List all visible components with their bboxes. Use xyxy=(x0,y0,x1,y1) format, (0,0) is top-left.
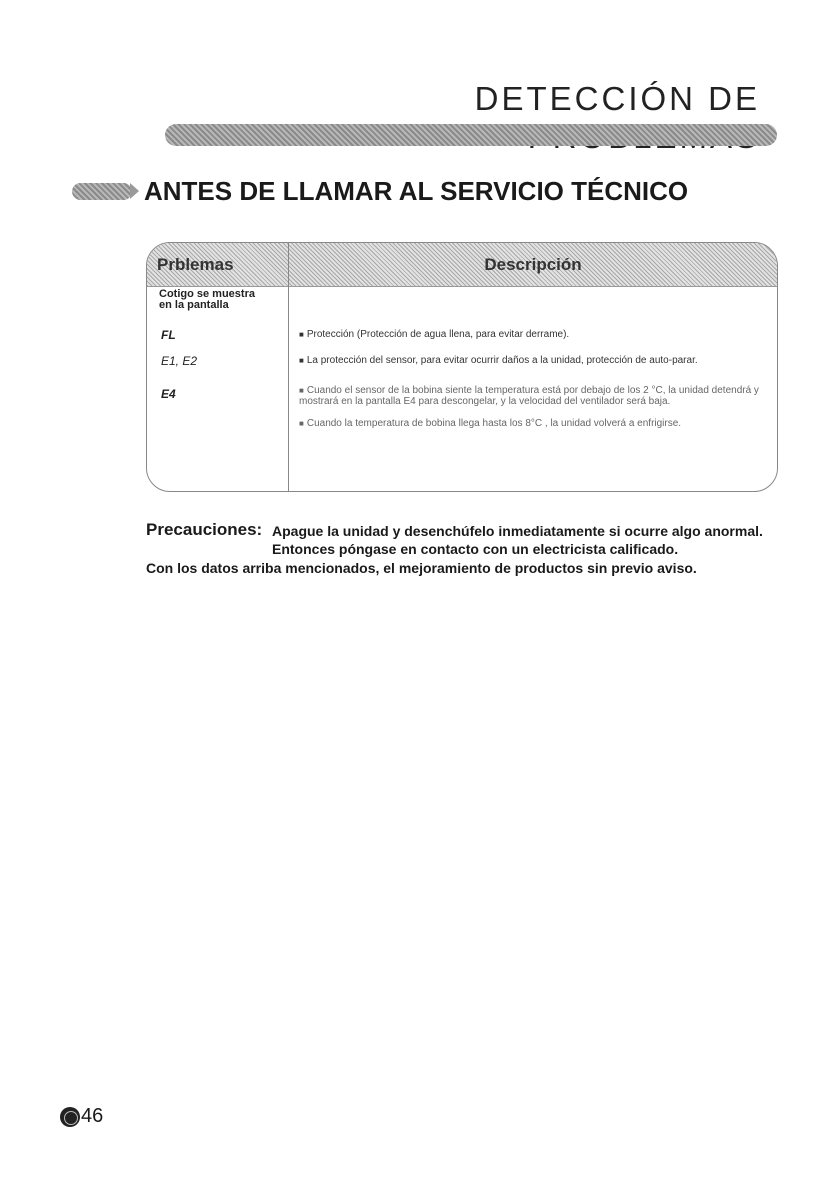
header-problems: Prblemas xyxy=(157,255,234,274)
section-heading: ANTES DE LLAMAR AL SERVICIO TÉCNICO xyxy=(144,176,689,206)
error-code-fl: FL xyxy=(161,328,176,342)
description-text: Cuando la temperatura de bobina llega hasta los 8°C , la unidad volverá a enfrigirse. xyxy=(306,418,682,429)
page-number: 46 xyxy=(81,1105,104,1127)
table-header xyxy=(147,243,777,287)
bullet-icon: ■ xyxy=(299,356,304,365)
header-description: Descripción xyxy=(484,255,582,274)
page-title: DETECCIÓN DE xyxy=(474,80,760,117)
description-e4-first xyxy=(299,385,767,407)
bullet-icon: ■ xyxy=(299,419,304,428)
section-marker-arrow-icon xyxy=(130,183,139,199)
page-footer xyxy=(60,1105,103,1128)
column-divider xyxy=(288,243,289,491)
disclaimer-note: Con los datos arriba mencionados, el mejoramiento de productos sin previo aviso. xyxy=(146,560,697,576)
description-e1-e2 xyxy=(299,355,767,366)
precautions-line-2: Entonces póngase en contacto con un electricista calificado. xyxy=(272,541,679,557)
lg-logo-icon xyxy=(60,1107,80,1127)
description-text: Cuando el sensor de la bobina siente la temperatura está por debajo de los 2 °C, la unidad detendrá y mostrará en la pantalla E4 para descongelar, y la velocidad del ventilador será baja. xyxy=(299,385,759,407)
bullet-icon: ■ xyxy=(299,330,304,339)
error-code-e1-e2: E1, E2 xyxy=(161,354,198,368)
description-text: Protección (Protección de agua llena, para evitar derrame). xyxy=(306,329,570,340)
error-code-e4: E4 xyxy=(161,387,176,401)
troubleshooting-table xyxy=(146,242,778,492)
intro-line-1: Cotigo se muestra xyxy=(159,288,255,300)
intro-line-2: en la pantalla xyxy=(159,299,229,311)
section-marker-pill xyxy=(72,183,132,200)
precautions-label: Precauciones: xyxy=(146,520,263,539)
title-decorative-bar xyxy=(165,124,777,146)
description-text: La protección del sensor, para evitar ocurrir daños a la unidad, protección de auto-parar. xyxy=(306,355,698,366)
intro-text xyxy=(159,289,279,311)
bullet-icon: ■ xyxy=(299,386,304,395)
description-fl xyxy=(299,329,767,340)
description-e4-second xyxy=(299,418,767,429)
precautions-line-1: Apague la unidad y desenchúfelo inmediatamente si ocurre algo anormal. xyxy=(272,523,763,539)
